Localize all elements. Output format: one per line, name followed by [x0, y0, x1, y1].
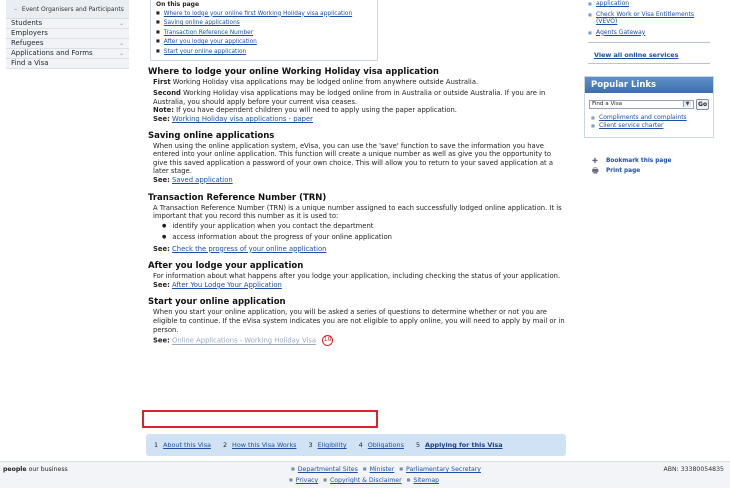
see-label: See: [153, 175, 170, 184]
left-nav-item-students[interactable] [6, 19, 129, 29]
see-label: See: [153, 244, 170, 253]
on-this-page-link-after[interactable]: After you lodge your application [163, 39, 257, 46]
step-eligibility [309, 441, 347, 449]
footer [0, 461, 730, 488]
footer-tagline-text: our business [26, 466, 68, 473]
on-this-page-heading: On this page [156, 1, 200, 8]
go-button[interactable]: Go [698, 100, 708, 108]
chevron-down-icon: ▼ [683, 101, 691, 107]
step-number: 4 [358, 441, 363, 449]
link-compliments[interactable]: Compliments and complaints [599, 113, 687, 121]
on-this-page-box [150, 0, 378, 61]
link-saved-application[interactable]: Saved application [172, 175, 233, 184]
link-view-all-services[interactable]: View all online services [594, 50, 679, 59]
bookmark-link[interactable]: Bookmark this page [606, 157, 672, 164]
left-nav [6, 0, 129, 69]
popular-links-box [584, 76, 714, 138]
popular-links-title: Popular Links [585, 77, 713, 93]
left-nav-item-label: Refugees [11, 39, 44, 47]
footer-links-row1 [288, 466, 481, 473]
step-number: 5 [415, 441, 421, 449]
chevron-down-icon: ⌄ [118, 49, 124, 57]
footer-link-privacy[interactable]: Privacy [295, 477, 319, 484]
step-link-applying[interactable]: Applying for this Visa [425, 441, 503, 449]
section-heading-lodge: Where to lodge your online Working Holiday visa application [148, 66, 439, 77]
lodge-first-bold: First [153, 77, 171, 86]
bullet-icon: ■ [362, 466, 367, 471]
link-after-lodge[interactable]: After You Lodge Your Application [172, 280, 282, 289]
link-vevo[interactable]: Check Work or Visa Entitlements (VEVO) [596, 11, 695, 26]
lodge-second-text: Working Holiday visa applications may be lodged online from in Australia or outside Australia. If you are in Australia, you should apply before your current visa ceases. [153, 89, 546, 106]
left-nav-item-label: Find a Visa [11, 59, 49, 67]
lodge-second-para [148, 89, 566, 123]
lodge-first-text: Working Holiday visa applications may be lodged online from anywhere outside Australia. [170, 77, 479, 86]
trn-para: A Transaction Reference Number (TRN) is a unique number assigned to each successfully lodged online application. It is important that you record this number as it is used to: [153, 203, 562, 221]
footer-link-copyright[interactable]: Copyright & Disclaimer [329, 477, 402, 484]
saving-para [148, 142, 566, 185]
bullet-icon: ■ [323, 477, 327, 482]
on-this-page-link-trn[interactable]: Transaction Reference Number [163, 29, 254, 36]
lodge-first-para [148, 78, 566, 87]
bullet-icon: ■ [399, 466, 404, 471]
right-column [584, 0, 714, 176]
left-nav-item-label: Applications and Forms [11, 49, 93, 57]
chevron-down-icon: ⌄ [118, 19, 124, 27]
bullet-icon: ■ [406, 477, 411, 482]
left-nav-item-find-visa[interactable] [6, 59, 129, 69]
lodge-note-bold: Note: [153, 106, 174, 115]
step-how [223, 441, 297, 449]
annotation-highlight-box [142, 410, 378, 428]
step-applying [416, 441, 503, 449]
footer-link-minister[interactable]: Minister [369, 466, 395, 473]
section-heading-after: After you lodge your application [148, 261, 304, 272]
step-link-about[interactable]: About this Visa [163, 441, 211, 449]
left-nav-subitem-label: Event Organisers and Participants [21, 6, 124, 13]
left-nav-item-applications-forms[interactable] [6, 49, 129, 59]
step-number: 2 [222, 441, 228, 449]
link-agents-gateway[interactable]: Agents Gateway [596, 28, 646, 36]
visa-steps-bar [146, 434, 566, 456]
step-obligations [359, 441, 404, 449]
list-item: ● access information about the progress of your online application [162, 232, 566, 243]
link-application[interactable]: application [596, 0, 630, 7]
left-nav-subitem[interactable] [6, 0, 129, 19]
step-link-eligibility[interactable]: Eligibility [317, 441, 347, 449]
left-nav-item-label: Employers [11, 29, 48, 37]
plus-icon: ✚ [592, 156, 598, 165]
lodge-note-text: If you have dependent children you will need to apply using the paper application. [173, 106, 457, 115]
saving-text: When using the online application system, eVisa, you can use the 'save' function to save the information you have entered into your online application. This function will create a unique number as well as give you the opportunity to give this saved application a password of your own choice. This will allow you to return to your saved application at a later stage. [153, 141, 554, 176]
popular-links-select[interactable] [589, 100, 694, 109]
on-this-page-link-saving[interactable]: Saving online applications [163, 20, 240, 27]
lodge-second-bold: Second [153, 89, 181, 98]
footer-tagline-bold: people [3, 466, 27, 473]
footer-link-parliamentary-secretary[interactable]: Parliamentary Secretary [406, 466, 481, 473]
chevron-down-icon: ⌄ [118, 39, 124, 47]
link-service-charter[interactable]: Client service charter [599, 122, 664, 130]
bullet-icon: ■ [291, 466, 295, 471]
footer-abn: ABN: 33380054835 [663, 466, 724, 473]
page-tools [584, 156, 714, 176]
link-online-applications[interactable]: Online Applications - Working Holiday Visa [172, 336, 317, 345]
step-number: 3 [308, 441, 313, 449]
footer-link-sitemap[interactable]: Sitemap [413, 477, 440, 484]
start-see [148, 335, 566, 346]
start-para: When you start your online application, you will be asked a series of questions to determine whether or not you are eligible to continue. If the eVisa system indicates you are not eligible to apply online, you will need to apply by mail or in person. [153, 308, 565, 334]
section-heading-trn: Transaction Reference Number (TRN) [148, 192, 327, 203]
trn-bullets [148, 221, 566, 243]
step-about [154, 441, 211, 449]
see-label: See: [153, 114, 170, 123]
annotation-marker: 10 [322, 335, 333, 346]
trn-see [148, 245, 566, 254]
left-nav-item-employers[interactable] [6, 29, 129, 39]
list-item: ● identify your application when you contact the department [162, 221, 566, 232]
see-label: See: [153, 336, 170, 345]
bullet-icon: – [14, 6, 17, 13]
step-link-how[interactable]: How this Visa Works [232, 441, 297, 449]
divider [588, 42, 710, 43]
link-paper-applications[interactable]: Working Holiday visa applications - paper [172, 114, 313, 123]
print-icon: 🖶 [592, 166, 599, 175]
after-text: For information about what happens after you lodge your application, including checking the status of your application. [153, 272, 561, 281]
section-heading-start: Start your online application [148, 297, 286, 308]
select-value: Find a Visa [592, 101, 623, 108]
after-para [148, 272, 566, 289]
step-link-obligations[interactable]: Obligations [367, 441, 404, 449]
footer-tagline [3, 466, 68, 473]
on-this-page-link-start[interactable]: Start your online application [163, 48, 247, 55]
on-this-page-link-lodge[interactable]: Where to lodge your online first Working Holiday visa application [163, 10, 353, 17]
footer-links-row2 [286, 477, 439, 484]
divider [588, 63, 710, 64]
online-services-list [584, 0, 714, 36]
step-number: 1 [154, 441, 159, 449]
link-check-progress[interactable]: Check the progress of your online application [172, 244, 327, 253]
main-content [148, 0, 566, 346]
section-heading-saving: Saving online applications [148, 130, 275, 141]
print-link[interactable]: Print page [606, 167, 641, 174]
left-nav-item-label: Students [11, 19, 43, 27]
see-label: See: [153, 280, 170, 289]
footer-link-departmental-sites[interactable]: Departmental Sites [297, 466, 358, 473]
bullet-icon: ■ [289, 477, 293, 482]
left-nav-item-refugees[interactable] [6, 39, 129, 49]
